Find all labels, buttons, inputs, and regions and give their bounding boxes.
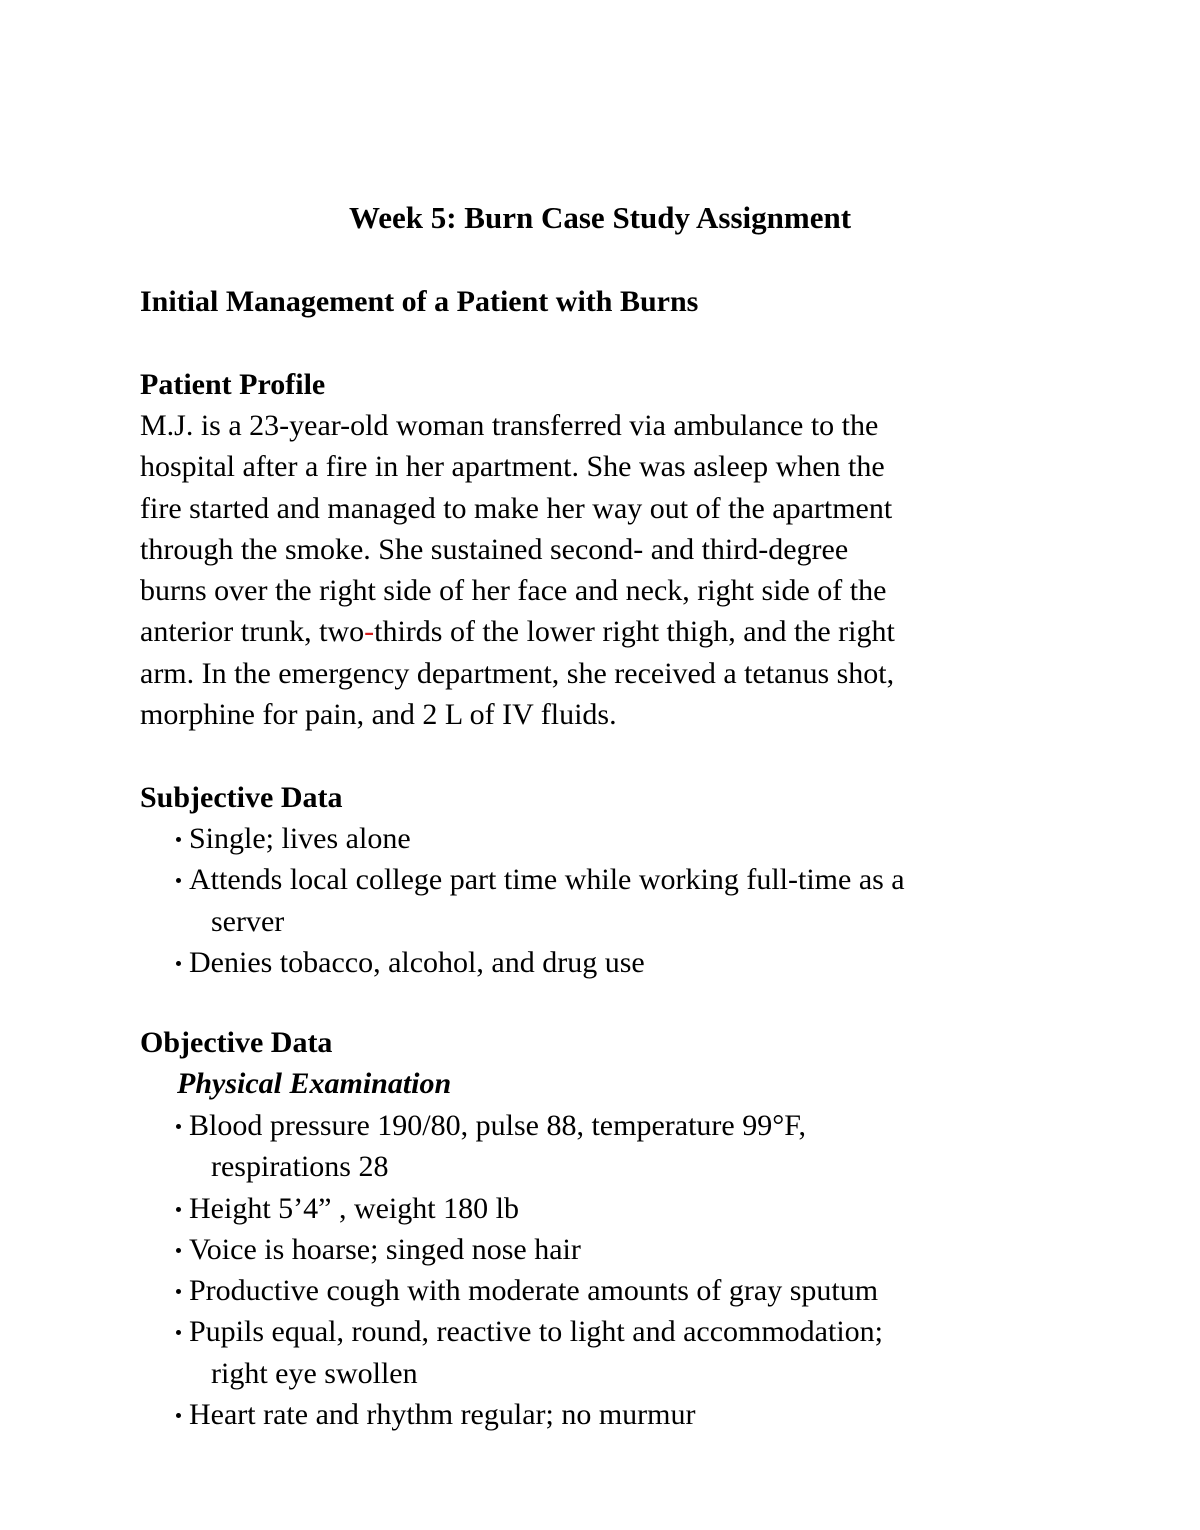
list-item — [174, 942, 1054, 983]
physical-examination-subheading: Physical Examination — [177, 1067, 452, 1100]
bullet-icon — [176, 837, 181, 842]
list-item — [174, 1394, 1054, 1435]
bullet-icon — [176, 1413, 181, 1418]
list-item-text: Pupils equal, round, reactive to light and accommodation; — [189, 1315, 883, 1349]
paragraph-line: morphine for pain, and 2 L of IV fluids. — [140, 698, 617, 732]
patient-profile-paragraph — [140, 405, 1040, 735]
list-item — [174, 1270, 1054, 1311]
subjective-data-list — [174, 818, 1054, 983]
paragraph-line: fire started and managed to make her way out of the apartment — [140, 491, 893, 525]
list-item-text: Attends local college part time while working full-time as a — [189, 863, 905, 897]
bullet-icon — [176, 961, 181, 966]
list-item-continuation: right eye swollen — [211, 1356, 418, 1390]
paragraph-line: burns over the right side of her face and neck, right side of the — [140, 574, 887, 608]
paragraph-line: through the smoke. She sustained second- and third-degree — [140, 532, 849, 566]
bullet-icon — [176, 1207, 181, 1212]
list-item-text: Productive cough with moderate amounts of gray sputum — [189, 1274, 879, 1308]
list-item-continuation: server — [211, 904, 285, 938]
list-item-text: Heart rate and rhythm regular; no murmur — [189, 1398, 696, 1432]
list-item-text: Voice is hoarse; singed nose hair — [189, 1232, 581, 1266]
bullet-icon — [176, 1289, 181, 1294]
paragraph-line: M.J. is a 23-year-old woman transferred via ambulance to the — [140, 409, 879, 442]
objective-data-heading: Objective Data — [140, 1026, 333, 1059]
bullet-icon — [176, 1124, 181, 1129]
list-item — [174, 1229, 1054, 1270]
list-item-text: Blood pressure 190/80, pulse 88, temperature 99°F, — [189, 1109, 806, 1142]
bullet-icon — [176, 1330, 181, 1335]
bullet-icon — [176, 878, 181, 883]
bullet-icon — [176, 1248, 181, 1253]
objective-data-list — [174, 1105, 1054, 1435]
list-item — [174, 859, 1054, 942]
highlighted-hyphen: - — [364, 615, 375, 649]
subjective-data-heading: Subjective Data — [140, 781, 343, 814]
list-item-text: Denies tobacco, alcohol, and drug use — [189, 945, 645, 979]
paragraph-line: hospital after a fire in her apartment. She was asleep when the — [140, 450, 885, 484]
list-item — [174, 1311, 1054, 1394]
patient-profile-heading: Patient Profile — [140, 368, 326, 401]
list-item — [174, 1105, 1054, 1188]
section-title: Initial Management of a Patient with Burns — [140, 285, 699, 318]
paragraph-line: arm. In the emergency department, she received a tetanus shot, — [140, 656, 895, 690]
list-item — [174, 1188, 1054, 1229]
paragraph-text: anterior trunk, two — [140, 615, 365, 649]
document-title: Week 5: Burn Case Study Assignment — [348, 200, 852, 235]
paragraph-line — [140, 611, 1040, 652]
list-item-text: Single; lives alone — [189, 822, 411, 855]
list-item — [174, 818, 1054, 859]
list-item-continuation: respirations 28 — [211, 1150, 389, 1184]
paragraph-text: thirds of the lower right thigh, and the right — [374, 615, 895, 649]
list-item-text: Height 5’4” , weight 180 lb — [189, 1191, 519, 1225]
